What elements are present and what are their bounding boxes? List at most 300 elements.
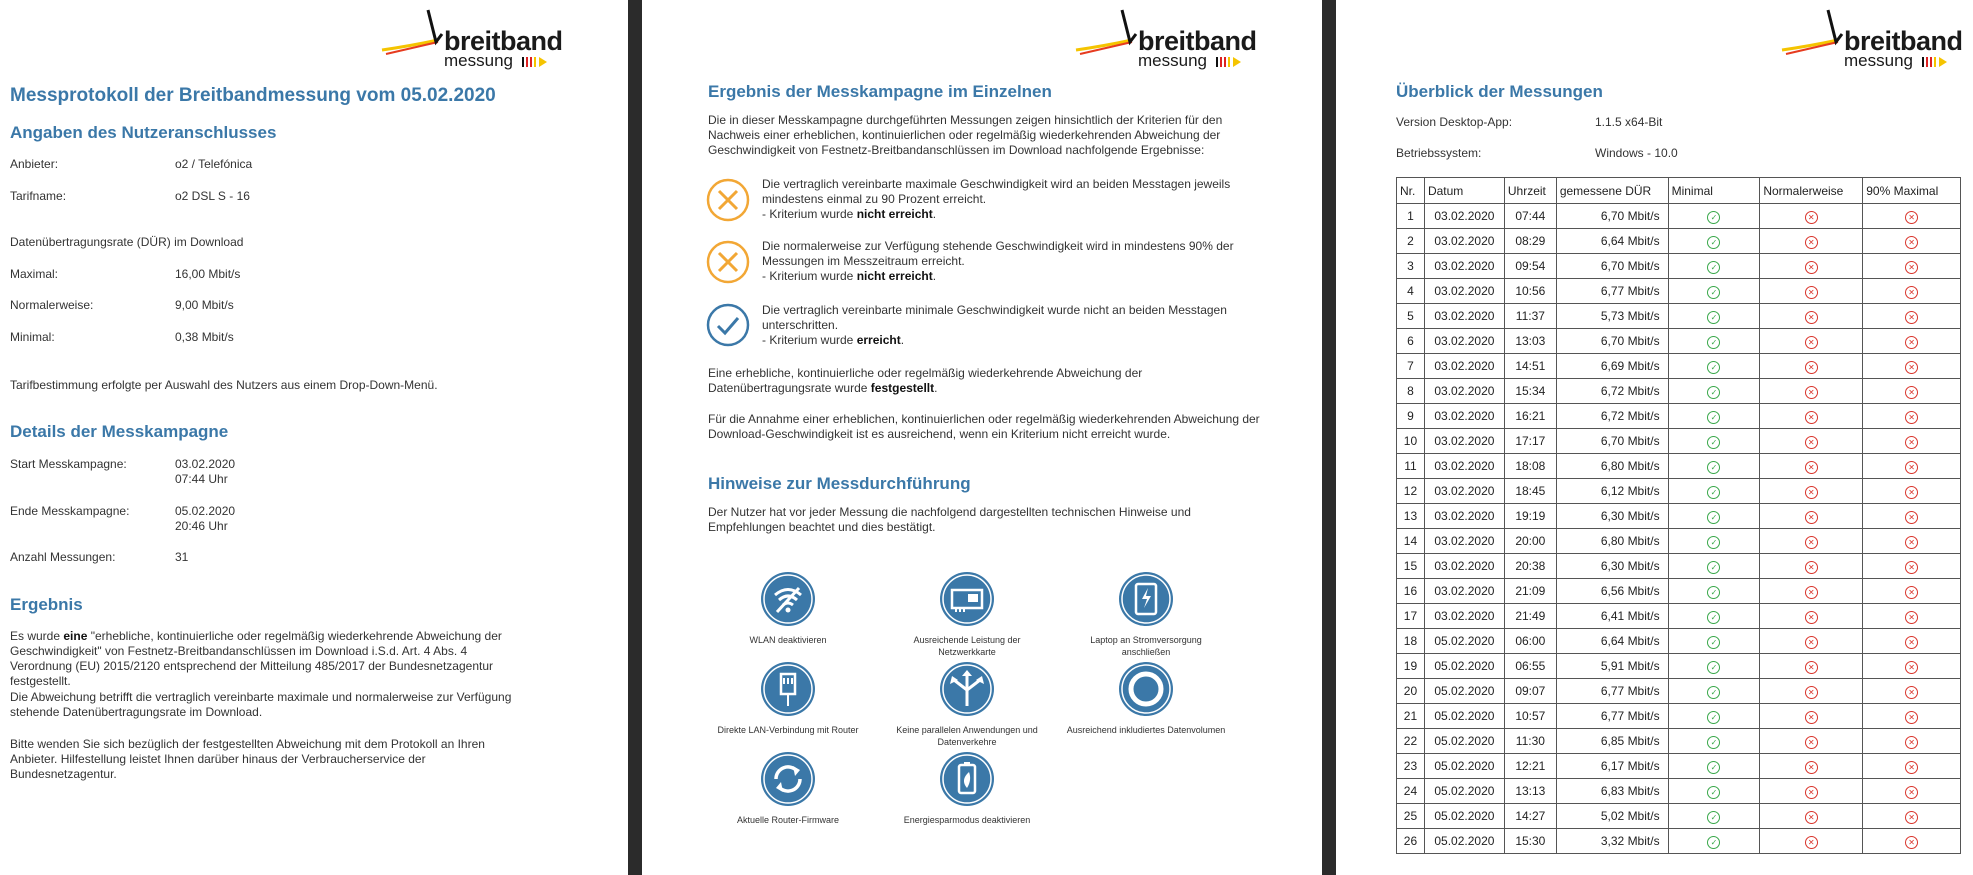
x-circle-icon: ✕	[1905, 361, 1918, 374]
check-circle-icon: ✓	[1707, 386, 1720, 399]
cell-uhrzeit: 13:03	[1504, 329, 1556, 354]
x-circle-icon: ✕	[1905, 261, 1918, 274]
hint-label: Energiesparmodus deaktivieren	[903, 815, 1031, 825]
max-value: 16,00 Mbit/s	[175, 267, 241, 281]
status-cell	[1863, 379, 1961, 404]
status-cell	[1863, 829, 1961, 854]
logo-bars-icon	[1922, 56, 1956, 68]
logo-bars-icon	[522, 56, 556, 68]
cell-datum: 05.02.2020	[1424, 679, 1504, 704]
status-cell	[1760, 329, 1863, 354]
x-circle-icon: ✕	[1905, 211, 1918, 224]
start-time: 07:44 Uhr	[175, 472, 228, 486]
status-cell	[1760, 304, 1863, 329]
table-row	[1397, 754, 1961, 779]
x-circle-icon: ✕	[1905, 511, 1918, 524]
cell-nr: 16	[1397, 579, 1425, 604]
result-paragraph-2: Die Abweichung betrifft die vertraglich vereinbarte maximale und normalerweise zur Verfügung stehende Datenübertragungsrate im Download.	[10, 690, 512, 719]
cell-uhrzeit: 14:51	[1504, 354, 1556, 379]
cell-duer: 6,17 Mbit/s	[1556, 754, 1668, 779]
check-circle-icon: ✓	[1707, 311, 1720, 324]
hint-firmware	[708, 750, 868, 826]
table-row	[1397, 354, 1961, 379]
cell-duer: 6,64 Mbit/s	[1556, 629, 1668, 654]
check-circle-icon: ✓	[1707, 486, 1720, 499]
cell-duer: 6,85 Mbit/s	[1556, 729, 1668, 754]
cell-duer: 6,12 Mbit/s	[1556, 479, 1668, 504]
intro-text: Die in dieser Messkampagne durchgeführten Messungen zeigen hinsichtlich der Kriterien für den Nachweis einer erheblichen, kontinuierlichen oder regelmäßig wiederkehrenden Abweichung der Geschwindigkeit von Festnetz-Breitbandanschlüssen im Download nachfolgende Ergebnisse:	[708, 113, 1223, 157]
cell-duer: 6,64 Mbit/s	[1556, 229, 1668, 254]
criterion-2-text: Die normalerweise zur Verfügung stehende Geschwindigkeit wird in mindestens 90% der Messungen im Messzeitraum erreicht. - Kriterium wurde nicht erreicht.	[762, 239, 1234, 283]
x-circle-icon: ✕	[1805, 411, 1818, 424]
hint-label: Ausreichend inkludiertes Datenvolumen	[1066, 725, 1226, 735]
cell-datum: 03.02.2020	[1424, 554, 1504, 579]
x-circle-icon: ✕	[1805, 386, 1818, 399]
norm-value: 9,00 Mbit/s	[175, 298, 234, 312]
summary-text: Eine erhebliche, kontinuierliche oder regelmäßig wiederkehrende Abweichung der Datenübertragungsrate wurde festgestellt.	[708, 366, 1143, 395]
provider-value: o2 / Telefónica	[175, 157, 253, 171]
status-cell	[1668, 579, 1760, 604]
table-row	[1397, 604, 1961, 629]
hint-datenvolumen	[1066, 660, 1226, 736]
cell-datum: 05.02.2020	[1424, 779, 1504, 804]
cell-duer: 6,30 Mbit/s	[1556, 554, 1668, 579]
status-cell	[1760, 379, 1863, 404]
check-circle-icon: ✓	[1707, 411, 1720, 424]
status-cell	[1668, 679, 1760, 704]
cell-duer: 6,69 Mbit/s	[1556, 354, 1668, 379]
cell-nr: 24	[1397, 779, 1425, 804]
status-cell	[1668, 829, 1760, 854]
status-cell	[1760, 504, 1863, 529]
status-cell	[1668, 454, 1760, 479]
split-arrows-icon	[938, 660, 996, 718]
cell-uhrzeit: 21:09	[1504, 579, 1556, 604]
x-circle-icon: ✕	[1805, 561, 1818, 574]
status-cell	[1760, 204, 1863, 229]
x-circle-icon: ✕	[1805, 286, 1818, 299]
cell-uhrzeit: 17:17	[1504, 429, 1556, 454]
status-cell	[1668, 229, 1760, 254]
status-cell	[1863, 779, 1961, 804]
cell-nr: 14	[1397, 529, 1425, 554]
table-row	[1397, 529, 1961, 554]
cell-datum: 03.02.2020	[1424, 429, 1504, 454]
cell-duer: 6,83 Mbit/s	[1556, 779, 1668, 804]
cell-nr: 1	[1397, 204, 1425, 229]
cell-datum: 05.02.2020	[1424, 729, 1504, 754]
cell-datum: 03.02.2020	[1424, 254, 1504, 279]
cell-datum: 03.02.2020	[1424, 504, 1504, 529]
end-label: Ende Messkampagne:	[10, 504, 130, 518]
measurements-table	[1396, 177, 1961, 854]
cell-nr: 22	[1397, 729, 1425, 754]
status-cell	[1760, 279, 1863, 304]
min-label: Minimal:	[10, 330, 55, 344]
cell-uhrzeit: 18:08	[1504, 454, 1556, 479]
check-circle-icon: ✓	[1707, 636, 1720, 649]
x-circle-icon: ✕	[1905, 286, 1918, 299]
check-circle-icon: ✓	[1707, 211, 1720, 224]
cell-uhrzeit: 07:44	[1504, 204, 1556, 229]
check-circle-icon: ✓	[1707, 236, 1720, 249]
table-row	[1397, 304, 1961, 329]
cell-datum: 03.02.2020	[1424, 604, 1504, 629]
cell-duer: 6,80 Mbit/s	[1556, 529, 1668, 554]
x-circle-icon: ✕	[1905, 561, 1918, 574]
cell-datum: 05.02.2020	[1424, 629, 1504, 654]
table-row	[1397, 504, 1961, 529]
status-cell	[1760, 529, 1863, 554]
cell-uhrzeit: 09:54	[1504, 254, 1556, 279]
status-cell	[1863, 629, 1961, 654]
table-row	[1397, 254, 1961, 279]
check-circle-icon: ✓	[1707, 786, 1720, 799]
cell-nr: 8	[1397, 379, 1425, 404]
end-time: 20:46 Uhr	[175, 519, 228, 533]
count-label: Anzahl Messungen:	[10, 550, 116, 564]
status-cell	[1668, 304, 1760, 329]
cell-datum: 03.02.2020	[1424, 404, 1504, 429]
cell-duer: 5,73 Mbit/s	[1556, 304, 1668, 329]
cell-nr: 11	[1397, 454, 1425, 479]
hint-netzwerkkarte	[887, 570, 1047, 658]
status-cell	[1863, 454, 1961, 479]
cell-uhrzeit: 14:27	[1504, 804, 1556, 829]
criterion-1-text: Die vertraglich vereinbarte maximale Geschwindigkeit wird an beiden Messtagen jeweils mindestens einmal zu 90 Prozent erreicht. - Kriterium wurde nicht erreicht.	[762, 177, 1231, 221]
status-cell	[1760, 354, 1863, 379]
status-cell	[1760, 604, 1863, 629]
criterion-3-text: Die vertraglich vereinbarte minimale Geschwindigkeit wurde nicht an beiden Messtagen unterschritten. - Kriterium wurde erreicht.	[762, 303, 1227, 347]
check-circle-icon: ✓	[1707, 661, 1720, 674]
status-cell	[1863, 729, 1961, 754]
table-row	[1397, 779, 1961, 804]
cell-nr: 5	[1397, 304, 1425, 329]
status-cell	[1863, 329, 1961, 354]
cell-duer: 5,91 Mbit/s	[1556, 654, 1668, 679]
col-90-maximal: 90% Maximal	[1863, 178, 1961, 204]
page-3	[1336, 0, 1973, 875]
check-circle-icon: ✓	[1707, 586, 1720, 599]
cell-uhrzeit: 11:30	[1504, 729, 1556, 754]
status-cell	[1668, 404, 1760, 429]
cell-duer: 3,32 Mbit/s	[1556, 829, 1668, 854]
status-cell	[1668, 529, 1760, 554]
check-circle-icon: ✓	[1707, 286, 1720, 299]
status-cell	[1668, 329, 1760, 354]
lan-cable-icon	[759, 660, 817, 718]
cell-uhrzeit: 10:56	[1504, 279, 1556, 304]
status-cell	[1668, 704, 1760, 729]
check-circle-icon: ✓	[1707, 611, 1720, 624]
x-circle-icon: ✕	[1905, 536, 1918, 549]
hint-parallel	[887, 660, 1047, 748]
status-cell	[1863, 554, 1961, 579]
col-datum: Datum	[1424, 178, 1504, 204]
start-date: 03.02.2020	[175, 457, 236, 471]
status-cell	[1668, 429, 1760, 454]
x-circle-icon: ✕	[1905, 336, 1918, 349]
cell-datum: 03.02.2020	[1424, 329, 1504, 354]
status-cell	[1760, 804, 1863, 829]
x-circle-icon: ✕	[1805, 786, 1818, 799]
cell-uhrzeit: 16:21	[1504, 404, 1556, 429]
cell-datum: 03.02.2020	[1424, 479, 1504, 504]
table-row	[1397, 704, 1961, 729]
cell-duer: 6,30 Mbit/s	[1556, 504, 1668, 529]
table-row	[1397, 229, 1961, 254]
hint-label: Aktuelle Router-Firmware	[736, 815, 840, 825]
criterion-3-ok-icon	[706, 303, 750, 347]
x-circle-icon: ✕	[1905, 461, 1918, 474]
status-cell	[1863, 479, 1961, 504]
tarif-note: Tarifbestimmung erfolgte per Auswahl des Nutzers aus einem Drop-Down-Menü.	[10, 378, 438, 392]
section-title-ergebnis: Ergebnis	[10, 595, 83, 614]
check-circle-icon: ✓	[1707, 686, 1720, 699]
status-cell	[1760, 654, 1863, 679]
cell-nr: 21	[1397, 704, 1425, 729]
x-circle-icon: ✕	[1905, 586, 1918, 599]
hint-lan	[708, 660, 868, 736]
cell-nr: 4	[1397, 279, 1425, 304]
page-title: Messprotokoll der Breitbandmessung vom 05.02.2020	[10, 85, 496, 106]
status-cell	[1760, 729, 1863, 754]
status-cell	[1760, 454, 1863, 479]
cell-duer: 6,70 Mbit/s	[1556, 204, 1668, 229]
cell-nr: 26	[1397, 829, 1425, 854]
cell-uhrzeit: 15:30	[1504, 829, 1556, 854]
cell-datum: 03.02.2020	[1424, 529, 1504, 554]
page-1	[0, 0, 628, 875]
cell-datum: 03.02.2020	[1424, 379, 1504, 404]
cell-duer: 6,77 Mbit/s	[1556, 704, 1668, 729]
table-row	[1397, 204, 1961, 229]
x-circle-icon: ✕	[1905, 836, 1918, 849]
status-cell	[1760, 554, 1863, 579]
table-row	[1397, 579, 1961, 604]
x-circle-icon: ✕	[1805, 461, 1818, 474]
hint-wlan	[708, 570, 868, 646]
page-2	[642, 0, 1322, 875]
refresh-icon	[759, 750, 817, 808]
table-row	[1397, 479, 1961, 504]
status-cell	[1760, 629, 1863, 654]
cell-duer: 6,72 Mbit/s	[1556, 379, 1668, 404]
min-value: 0,38 Mbit/s	[175, 330, 234, 344]
x-circle-icon: ✕	[1805, 236, 1818, 249]
section-title-ueberblick: Überblick der Messungen	[1396, 82, 1603, 101]
cell-datum: 05.02.2020	[1424, 654, 1504, 679]
status-cell	[1668, 754, 1760, 779]
status-cell	[1760, 479, 1863, 504]
version-label: Version Desktop-App:	[1396, 115, 1513, 129]
breitbandmessung-logo	[380, 6, 570, 68]
logo-word-breitband: breitband	[1138, 26, 1257, 56]
x-circle-icon: ✕	[1805, 336, 1818, 349]
tarif-label: Tarifname:	[10, 189, 67, 203]
status-cell	[1863, 654, 1961, 679]
x-circle-icon: ✕	[1905, 636, 1918, 649]
cell-duer: 6,77 Mbit/s	[1556, 279, 1668, 304]
x-circle-icon: ✕	[1805, 636, 1818, 649]
start-label: Start Messkampagne:	[10, 457, 127, 471]
cell-nr: 3	[1397, 254, 1425, 279]
cell-uhrzeit: 08:29	[1504, 229, 1556, 254]
cell-datum: 03.02.2020	[1424, 454, 1504, 479]
hint-label: Laptop an Stromversorgung anschließen	[1090, 635, 1202, 657]
cell-uhrzeit: 06:00	[1504, 629, 1556, 654]
cell-uhrzeit: 21:49	[1504, 604, 1556, 629]
x-circle-icon: ✕	[1905, 411, 1918, 424]
cell-datum: 03.02.2020	[1424, 304, 1504, 329]
cell-nr: 19	[1397, 654, 1425, 679]
logo-word-breitband: breitband	[444, 26, 563, 56]
cell-uhrzeit: 10:57	[1504, 704, 1556, 729]
cell-nr: 17	[1397, 604, 1425, 629]
x-circle-icon: ✕	[1905, 761, 1918, 774]
status-cell	[1760, 229, 1863, 254]
cell-uhrzeit: 15:34	[1504, 379, 1556, 404]
status-cell	[1863, 404, 1961, 429]
x-circle-icon: ✕	[1805, 436, 1818, 449]
check-circle-icon: ✓	[1707, 561, 1720, 574]
logo-bars-icon	[1216, 56, 1250, 68]
status-cell	[1668, 554, 1760, 579]
status-cell	[1668, 654, 1760, 679]
status-cell	[1863, 704, 1961, 729]
x-circle-icon: ✕	[1805, 736, 1818, 749]
table-row	[1397, 729, 1961, 754]
x-circle-icon: ✕	[1805, 311, 1818, 324]
section-title-anschluss: Angaben des Nutzeranschlusses	[10, 123, 277, 142]
table-row	[1397, 429, 1961, 454]
check-circle-icon: ✓	[1707, 261, 1720, 274]
cell-nr: 12	[1397, 479, 1425, 504]
logo-word-breitband: breitband	[1844, 26, 1963, 56]
status-cell	[1863, 804, 1961, 829]
status-cell	[1668, 804, 1760, 829]
breitbandmessung-logo	[1780, 6, 1970, 68]
network-card-icon	[938, 570, 996, 628]
x-circle-icon: ✕	[1805, 536, 1818, 549]
check-circle-icon: ✓	[1707, 361, 1720, 374]
cell-duer: 6,70 Mbit/s	[1556, 329, 1668, 354]
cell-datum: 05.02.2020	[1424, 829, 1504, 854]
status-cell	[1863, 504, 1961, 529]
cell-uhrzeit: 06:55	[1504, 654, 1556, 679]
x-circle-icon: ✕	[1805, 686, 1818, 699]
check-circle-icon: ✓	[1707, 736, 1720, 749]
status-cell	[1668, 504, 1760, 529]
result-paragraph-1: Es wurde eine "erhebliche, kontinuierliche oder regelmäßig wiederkehrende Abweichung der Geschwindigkeit" von Festnetz-Breitbandanschlüssen im Download i.S.d. Art. 4 Abs. 4 Verordnung (EU) 2015/2120 entsprechend der Mitteilung 485/2017 der Bundesnetzagentur festgestellt.	[10, 629, 502, 688]
cell-uhrzeit: 13:13	[1504, 779, 1556, 804]
cell-datum: 05.02.2020	[1424, 804, 1504, 829]
max-label: Maximal:	[10, 267, 59, 281]
table-row	[1397, 629, 1961, 654]
status-cell	[1863, 754, 1961, 779]
status-cell	[1863, 679, 1961, 704]
status-cell	[1760, 254, 1863, 279]
hint-label: WLAN deaktivieren	[749, 635, 827, 645]
status-cell	[1863, 229, 1961, 254]
cell-duer: 6,70 Mbit/s	[1556, 429, 1668, 454]
status-cell	[1863, 304, 1961, 329]
x-circle-icon: ✕	[1905, 436, 1918, 449]
status-cell	[1668, 204, 1760, 229]
hints-intro: Der Nutzer hat vor jeder Messung die nachfolgend dargestellten technischen Hinweise und Empfehlungen beachtet und dies bestätigt.	[708, 505, 1191, 534]
check-circle-icon: ✓	[1707, 811, 1720, 824]
cell-datum: 03.02.2020	[1424, 579, 1504, 604]
check-circle-icon: ✓	[1707, 761, 1720, 774]
x-circle-icon: ✕	[1905, 661, 1918, 674]
cell-datum: 03.02.2020	[1424, 354, 1504, 379]
status-cell	[1668, 354, 1760, 379]
table-row	[1397, 654, 1961, 679]
logo-word-messung: messung	[1138, 51, 1207, 70]
x-circle-icon: ✕	[1805, 511, 1818, 524]
logo-word-messung: messung	[1844, 51, 1913, 70]
status-cell	[1760, 754, 1863, 779]
end-date: 05.02.2020	[175, 504, 236, 518]
cell-uhrzeit: 09:07	[1504, 679, 1556, 704]
breitbandmessung-logo	[1074, 6, 1264, 68]
status-cell	[1863, 279, 1961, 304]
table-row	[1397, 829, 1961, 854]
cell-nr: 13	[1397, 504, 1425, 529]
x-circle-icon: ✕	[1805, 586, 1818, 599]
status-cell	[1863, 204, 1961, 229]
cell-duer: 6,41 Mbit/s	[1556, 604, 1668, 629]
hint-label: Ausreichende Leistung der Netzwerkkarte	[913, 635, 1021, 657]
x-circle-icon: ✕	[1905, 486, 1918, 499]
table-row	[1397, 804, 1961, 829]
hint-label: Keine parallelen Anwendungen und Datenverkehre	[896, 725, 1038, 747]
count-value: 31	[175, 550, 189, 564]
dur-heading: Datenübertragungsrate (DÜR) im Download	[10, 235, 244, 249]
hint-label: Direkte LAN-Verbindung mit Router	[717, 725, 859, 735]
status-cell	[1863, 604, 1961, 629]
check-circle-icon: ✓	[1707, 836, 1720, 849]
cell-nr: 25	[1397, 804, 1425, 829]
x-circle-icon: ✕	[1805, 361, 1818, 374]
laptop-power-icon	[1117, 570, 1175, 628]
provider-label: Anbieter:	[10, 157, 59, 171]
x-circle-icon: ✕	[1905, 786, 1918, 799]
x-circle-icon: ✕	[1905, 686, 1918, 699]
x-circle-icon: ✕	[1905, 811, 1918, 824]
cell-nr: 10	[1397, 429, 1425, 454]
cell-nr: 20	[1397, 679, 1425, 704]
table-row	[1397, 279, 1961, 304]
status-cell	[1760, 679, 1863, 704]
table-row	[1397, 679, 1961, 704]
table-row	[1397, 329, 1961, 354]
table-row	[1397, 379, 1961, 404]
cell-duer: 6,70 Mbit/s	[1556, 254, 1668, 279]
section-title-ergebnis-einzeln: Ergebnis der Messkampagne im Einzelnen	[708, 82, 1052, 101]
hint-energiesparmodus	[887, 750, 1047, 826]
cell-nr: 23	[1397, 754, 1425, 779]
x-circle-icon: ✕	[1805, 661, 1818, 674]
result-paragraph-3: Bitte wenden Sie sich bezüglich der festgestellten Abweichung mit dem Protokoll an Ihren Anbieter. Hilfestellung leistet Ihnen darüber hinaus der Verbraucherservice der Bundesnetzagentur.	[10, 737, 485, 781]
status-cell	[1668, 729, 1760, 754]
x-circle-icon: ✕	[1805, 711, 1818, 724]
status-cell	[1760, 429, 1863, 454]
cell-nr: 18	[1397, 629, 1425, 654]
logo-word-messung: messung	[444, 51, 513, 70]
status-cell	[1863, 354, 1961, 379]
col-normalerweise: Normalerweise	[1760, 178, 1863, 204]
